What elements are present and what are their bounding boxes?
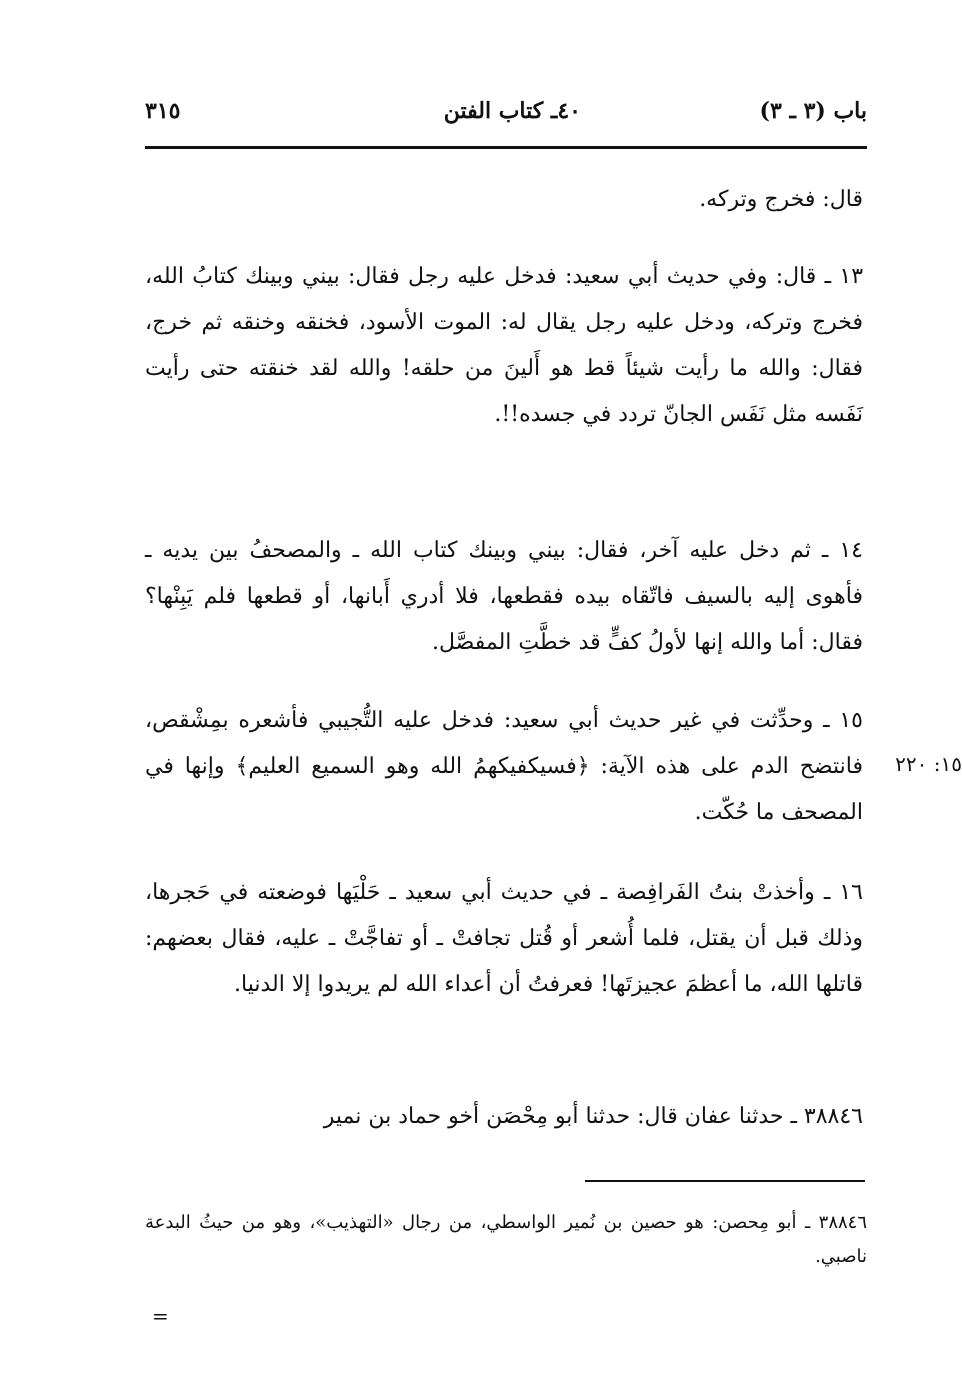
paragraph-38846: ٣٨٨٤٦ ـ حدثنا عفان قال: حدثنا أبو مِحْصَن أخو حماد بن نمير — [323, 1104, 863, 1129]
header-divider — [145, 146, 867, 149]
book-title: ٤٠ـ كتاب الفتن — [443, 98, 581, 124]
paragraph-14: ١٤ ـ ثم دخل عليه آخر، فقال: بيني وبينك كتاب الله ـ والمصحفُ بين يديه ـ فأهوى إليه بالسيف فاتّقاه بيده فقطعها، فلا أدري أَبانها، أو قطعها فلم يَبِنْها؟ فقال: أما والله إنها لأولُ كفٍّ قد خطَّتِ المفصَّل. — [145, 538, 863, 655]
running-header — [145, 92, 867, 132]
paragraph-continuation: قال: فخرج وتركه. — [699, 187, 863, 212]
continuation-marker: = — [152, 1304, 169, 1328]
paragraph-16: ١٦ ـ وأخذتْ بنتُ الفَرافِصة ـ في حديث أبي سعيد ـ حَلْيَها فوضعته في حَجرها، وذلك قبل أن يقتل، فلما أُشعر أو قُتل تجافتْ ـ أو تفاجَّتْ ـ عليه، فقال بعضهم: قاتلها الله، ما أعظمَ عجيزتَها! فعرفتُ أن أعداء الله لم يريدوا إلا الدنيا. — [145, 880, 863, 997]
footnote: ٣٨٨٤٦ ـ أبو مِحصن: هو حصين بن نُمير الواسطي، من رجال «التهذيب»، وهو من حيثُ البدعة ناصبي. — [145, 1212, 867, 1267]
paragraph-13: ١٣ ـ قال: وفي حديث أبي سعيد: فدخل عليه رجل فقال: بيني وبينك كتابُ الله، فخرج وتركه، ودخل عليه رجل يقال له: الموت الأسود، فخنقه وخنقه ثم خرج، فقال: والله ما رأيت شيئاً قط هو أَلينَ من حلقه! والله لقد خنقته حتى رأيت نَفَسه مثل نَفَس الجانّ تردد في جسده!!. — [145, 264, 864, 427]
paragraph-15: ١٥ ـ وحدِّثت في غير حديث أبي سعيد: فدخل عليه التُّجيبي فأشعره بمِشْقص، فانتضح الدم على هذه الآية: ﴿فسيكفيكهمُ الله وهو السميع العليم﴾ وإنها في المصحف ما حُكّت. — [145, 708, 863, 825]
chapter-label: باب (٣ ـ ٣) — [759, 98, 867, 124]
page-number: ٣١٥ — [145, 98, 181, 124]
margin-reference: ١٥: ٢٢٠ — [895, 752, 962, 776]
footnote-divider — [585, 1180, 865, 1182]
